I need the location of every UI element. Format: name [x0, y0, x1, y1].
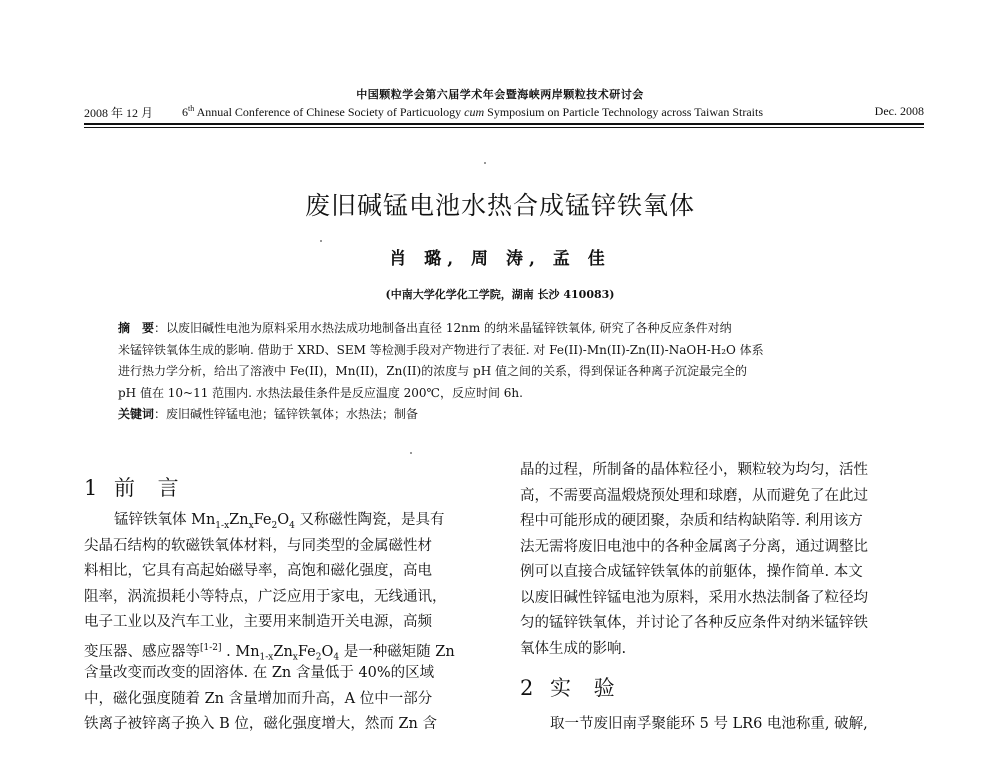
paragraph-line: 取一节废旧南孚聚能环 5 号 LR6 电池称重, 破解,: [550, 716, 868, 732]
scan-speck: [320, 240, 322, 242]
abstract-line: 进行热力学分析，给出了溶液中 Fe(II)，Mn(II)，Zn(II)的浓度与 pH 值之间的关系，得到保证各种离子沉淀最完全的: [118, 364, 747, 378]
header-date-en: Dec. 2008: [874, 104, 924, 118]
paragraph-line: 尖晶石结构的软磁铁氧体材料，与同类型的金属磁性材: [84, 537, 432, 554]
paragraph-line: 匀的锰锌铁氧体，并讨论了各种反应条件对纳米锰锌铁: [520, 615, 868, 631]
header-rule-thick: [84, 123, 924, 125]
paragraph-line: 高，不需要高温煅烧预处理和球磨，从而避免了在此过: [520, 487, 868, 504]
section-heading-2: 2 实 验: [520, 676, 623, 700]
section-heading-1: 1 前 言: [84, 476, 187, 500]
header-date-cn: 2008 年 12 月: [84, 106, 154, 120]
keywords-label: 关键词: [118, 407, 155, 421]
paragraph-line: 以废旧碱性锌锰电池为原料，采用水热法制备了粒径均: [520, 589, 868, 606]
abstract-label: 摘 要: [118, 321, 155, 335]
authors: 肖 璐, 周 涛, 孟 佳: [389, 249, 611, 269]
paragraph-line: 氧体生成的影响.: [520, 640, 627, 657]
abstract-line: 摘 要：以废旧碱性电池为原料采用水热法成功地制备出直径 12nm 的纳米晶锰锌铁氧体, 研究了各种反应条件对纳: [118, 321, 732, 335]
paragraph-line: 晶的过程，所制备的晶体粒径小，颗粒较为均匀，活性: [520, 462, 868, 478]
running-header: [84, 104, 924, 122]
left-column: [84, 468, 496, 738]
paragraph-line: 程中可能形成的硬团聚，杂质和结构缺陷等. 利用该方: [520, 513, 863, 529]
paragraph-line: 料相比，它具有高起始磁导率，高饱和磁化强度，高电: [84, 563, 432, 579]
paragraph-line: 锰锌铁氧体 $Mn_{1-x}Zn_xFe_2O_4$ 又称磁性陶瓷，是具有: [114, 512, 445, 531]
paragraph-line: 铁离子被锌离子换入 B 位，磁化强度增大，然而 Zn 含: [84, 716, 438, 732]
scan-speck: [484, 162, 486, 164]
paragraph-line: 法无需将废旧电池中的各种金属离子分离，通过调整比: [520, 538, 868, 555]
abstract-line: pH 值在 10~11 范围内. 水热法最佳条件是反应温度 200℃，反应时间 6h.: [118, 385, 523, 400]
affiliation: (中南大学化学化工学院，湖南 长沙 410083): [385, 288, 615, 301]
paragraph-line: 中，磁化强度随着 Zn 含量增加而升高，A 位中一部分: [84, 690, 433, 707]
paragraph-line: 电子工业以及汽车工业，主要用来制造开关电源，高频: [84, 614, 432, 630]
abstract-line: 米锰锌铁氧体生成的影响. 借助于 XRD、SEM 等检测手段对产物进行了表征. 对 Fe(II)-Mn(II)-Zn(II)-NaOH-H₂O 体系: [118, 342, 764, 357]
paragraph-line: 例可以直接合成锰锌铁氧体的前躯体，操作简单. 本文: [520, 564, 863, 580]
scan-speck: [410, 452, 412, 454]
paragraph-line: 阻率，涡流损耗小等特点，广泛应用于家电，无线通讯，: [84, 588, 447, 605]
right-column: [520, 458, 932, 738]
paragraph-line: 变压器、感应器等[1-2] . $Mn_{1-x}Zn_xFe_2O_4$ 是一种磁矩随 Zn: [84, 642, 455, 663]
citation: [1-2]: [200, 642, 222, 653]
header-conference-en: 6th Annual Conference of Chinese Society of Particuology cum Symposium on Particle Technology across Taiwan Straits: [182, 104, 764, 119]
paper-title: 废旧碱锰电池水热合成锰锌铁氧体: [304, 191, 695, 220]
paragraph-line: 含量改变而改变的固溶体. 在 Zn 含量低于 40%的区域: [84, 665, 435, 681]
header-rule-thin: [84, 127, 924, 128]
abstract: [118, 318, 918, 426]
keywords-line: 关键词：废旧碱性锌锰电池；锰锌铁氧体；水热法；制备: [118, 407, 419, 421]
conference-title-cn: 中国颗粒学会第六届学术年会暨海峡两岸颗粒技术研讨会: [356, 88, 644, 101]
